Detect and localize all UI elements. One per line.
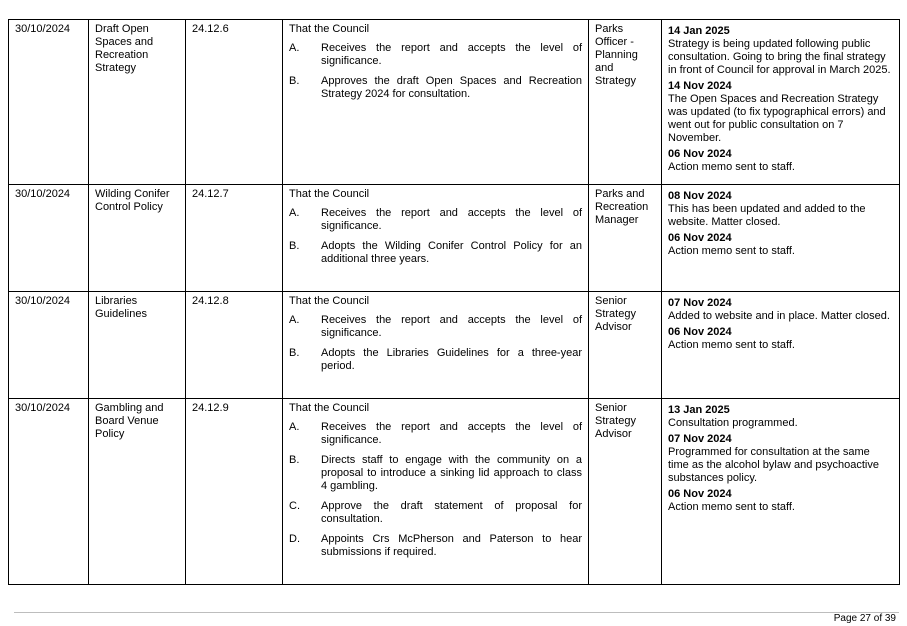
resolution-item [289,500,582,526]
resolution-item-text: Directs staff to engage with the community on a proposal to introduce a sinking lid approach to class 4 gambling. [321,454,582,492]
resolution-item-text: Adopts the Libraries Guidelines for a three-year period. [321,347,582,372]
meeting-date-cell: 30/10/2024 [9,292,89,399]
resolution-ref-cell: 24.12.7 [186,185,283,292]
responsible-officer-cell: Senior Strategy Advisor [589,399,662,585]
update-date: 14 Jan 2025 [668,25,730,37]
update-date: 07 Nov 2024 [668,297,732,309]
update-text: Action memo sent to staff. [668,245,795,257]
item-title-cell: Draft Open Spaces and Recreation Strategy [89,20,186,185]
update-text: Strategy is being updated following public consultation. Going to bring the final strategy in front of Council for approval in March 2025. [668,38,891,76]
update-text: Action memo sent to staff. [668,501,795,513]
resolution-item-letter: D. [289,533,300,545]
update-text: Consultation programmed. [668,417,798,429]
update-entry [668,232,893,258]
resolution-ref-cell: 24.12.8 [186,292,283,399]
resolution-intro: That the Council [289,188,370,200]
resolution-item-letter: C. [289,500,300,512]
resolution-item [289,75,582,101]
responsible-officer-cell: Parks and Recreation Manager [589,185,662,292]
table-body [9,20,900,585]
resolution-item [289,207,582,233]
update-entry [668,297,893,323]
update-date: 06 Nov 2024 [668,488,732,500]
resolution-item-letter: B. [289,454,300,466]
meeting-date-cell: 30/10/2024 [9,20,89,185]
updates-cell [662,20,900,185]
update-date: 14 Nov 2024 [668,80,732,92]
update-entry [668,25,893,77]
update-entry [668,190,893,229]
resolution-ref-cell: 24.12.9 [186,399,283,585]
updates-cell [662,185,900,292]
update-date: 06 Nov 2024 [668,326,732,338]
update-date: 13 Jan 2025 [668,404,730,416]
council-actions-table [8,19,900,585]
resolution-intro: That the Council [289,295,370,307]
resolution-item-letter: A. [289,42,300,54]
resolution-item-text: Receives the report and accepts the level of significance. [321,207,582,232]
resolution-item-letter: A. [289,207,300,219]
responsible-officer-cell: Parks Officer - Planning and Strategy [589,20,662,185]
item-title-cell: Libraries Guidelines [89,292,186,399]
resolution-item-letter: B. [289,75,300,87]
update-text: Action memo sent to staff. [668,339,795,351]
update-entry [668,326,893,352]
resolution-item [289,347,582,373]
resolution-item [289,533,582,559]
resolution-item-text: Receives the report and accepts the level of significance. [321,42,582,67]
page-number: Page 27 of 39 [833,613,896,624]
resolution-item-letter: B. [289,240,300,252]
resolution-intro: That the Council [289,402,370,414]
item-title-cell: Wilding Conifer Control Policy [89,185,186,292]
update-text: Action memo sent to staff. [668,161,795,173]
updates-cell [662,292,900,399]
item-title-cell: Gambling and Board Venue Policy [89,399,186,585]
resolution-item-text: Appoints Crs McPherson and Paterson to hear submissions if required. [321,533,582,558]
resolution-item-text: Approves the draft Open Spaces and Recreation Strategy 2024 for consultation. [321,75,582,100]
table-row [9,20,900,185]
table-row [9,292,900,399]
update-text: The Open Spaces and Recreation Strategy was updated (to fix typographical errors) and went out for public consultation on 7 November. [668,93,886,144]
table-row [9,399,900,585]
responsible-officer-cell: Senior Strategy Advisor [589,292,662,399]
resolution-item [289,454,582,493]
update-date: 07 Nov 2024 [668,433,732,445]
resolution-item [289,421,582,447]
resolution-item-letter: B. [289,347,300,359]
update-text: This has been updated and added to the website. Matter closed. [668,203,866,228]
update-entry [668,80,893,145]
update-entry [668,488,893,514]
update-text: Added to website and in place. Matter closed. [668,310,890,322]
updates-cell [662,399,900,585]
resolution-item-text: Receives the report and accepts the level of significance. [321,421,582,446]
resolution-cell [283,20,589,185]
update-entry [668,148,893,174]
update-entry [668,433,893,485]
resolution-item [289,314,582,340]
update-date: 06 Nov 2024 [668,148,732,160]
resolution-item-text: Adopts the Wilding Conifer Control Policy for an additional three years. [321,240,582,265]
resolution-cell [283,185,589,292]
update-date: 08 Nov 2024 [668,190,732,202]
resolution-item [289,42,582,68]
resolution-cell [283,399,589,585]
table-row [9,185,900,292]
resolution-cell [283,292,589,399]
footer-divider [14,612,899,613]
resolution-item-text: Receives the report and accepts the level of significance. [321,314,582,339]
meeting-date-cell: 30/10/2024 [9,185,89,292]
update-text: Programmed for consultation at the same time as the alcohol bylaw and psychoactive substances policy. [668,446,879,484]
meeting-date-cell: 30/10/2024 [9,399,89,585]
update-date: 06 Nov 2024 [668,232,732,244]
resolution-intro: That the Council [289,23,370,35]
resolution-item-letter: A. [289,421,300,433]
resolution-ref-cell: 24.12.6 [186,20,283,185]
resolution-item-text: Approve the draft statement of proposal for consultation. [321,500,582,525]
resolution-item-letter: A. [289,314,300,326]
resolution-item [289,240,582,266]
update-entry [668,404,893,430]
